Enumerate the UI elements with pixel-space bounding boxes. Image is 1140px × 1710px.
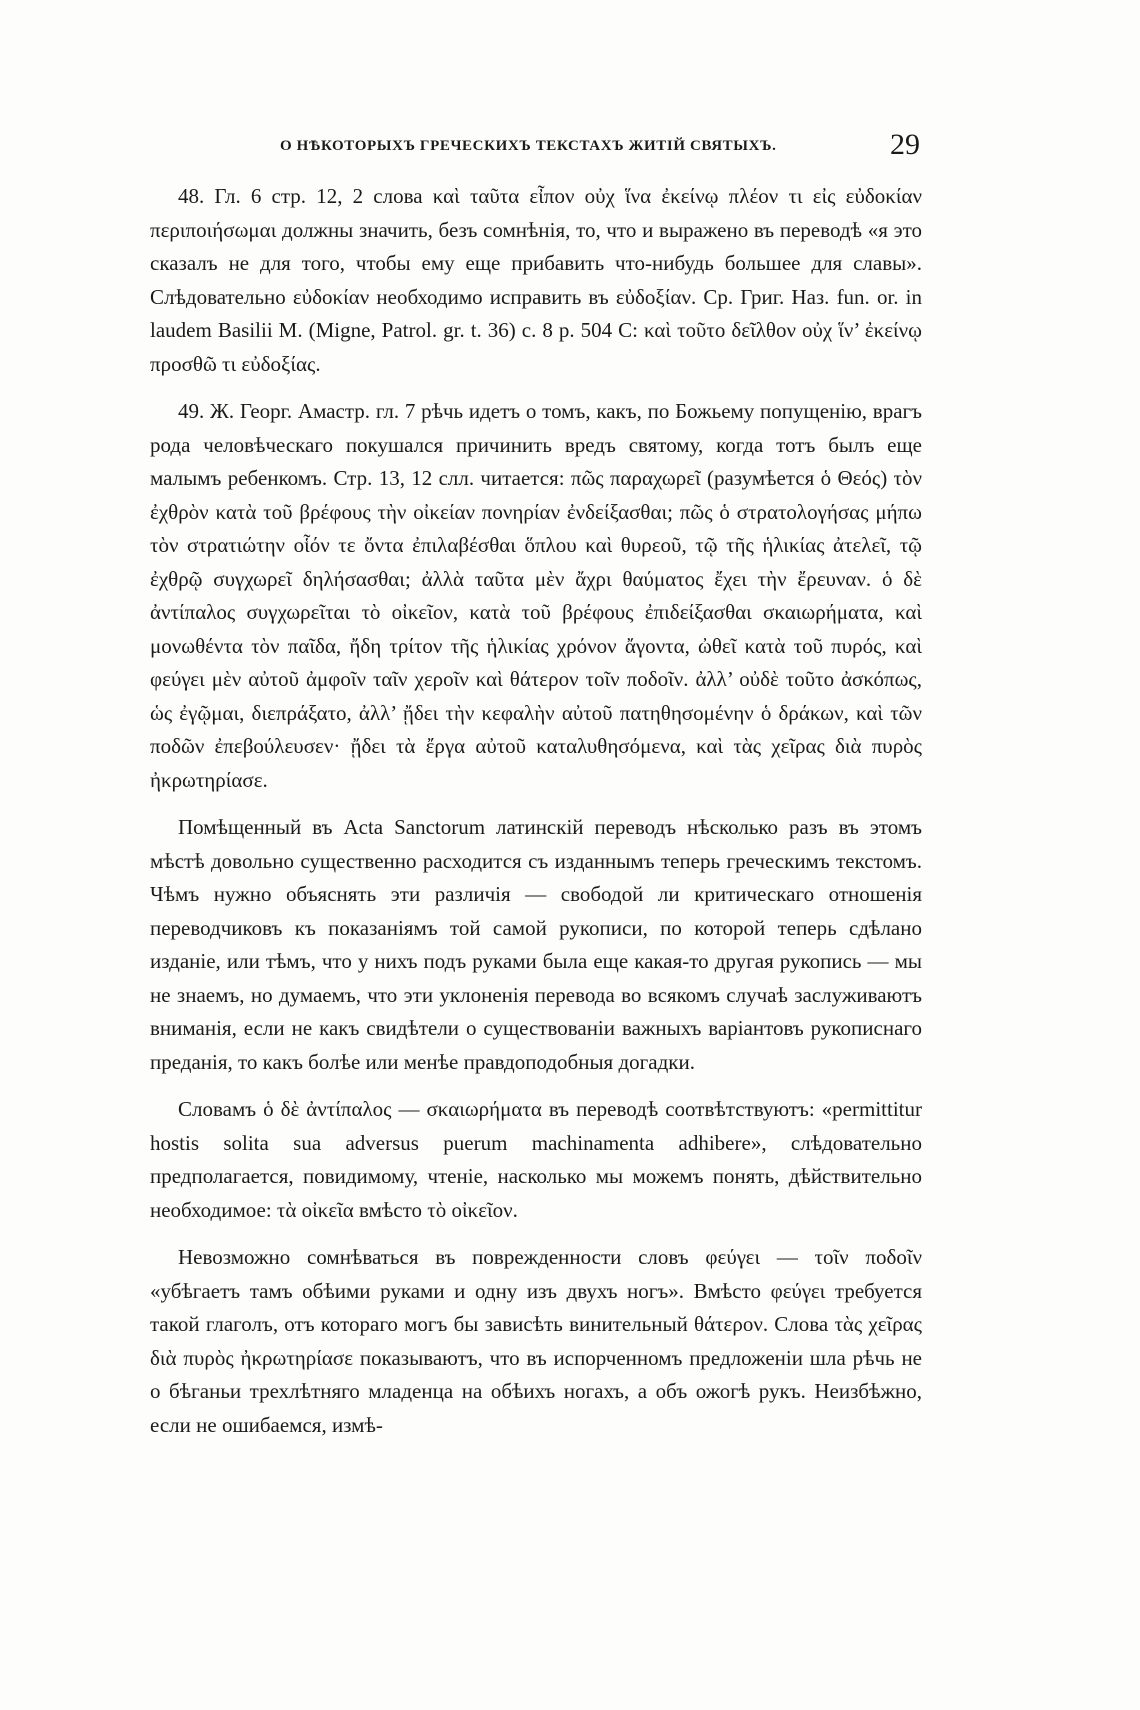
running-title: О НѢКОТОРЫХЪ ГРЕЧЕСКИХЪ ТЕКСТАХЪ ЖИТІЙ СВЯТЫХЪ. <box>280 138 777 154</box>
page-number: 29 <box>890 128 920 161</box>
page-body <box>150 180 922 1442</box>
paragraph-acta-sanctorum: Помѣщенный въ Acta Sanctorum латинскій переводъ нѣсколько разъ въ этомъ мѣстѣ довольно существенно расходится съ изданнымъ теперь греческимъ текстомъ. Чѣмъ нужно объяснять эти различія — свободой ли критическаго отношенія переводчиковъ къ показаніямъ той самой рукописи, по которой теперь сдѣлано изданіе, или тѣмъ, что у нихъ подъ руками была еще какая-то другая рукопись — мы не знаемъ, но думаемъ, что эти уклоненія перевода во всякомъ случаѣ заслуживаютъ вниманія, если не какъ свидѣтели о существованіи важныхъ варіантовъ рукописнаго преданія, то какъ болѣе или менѣе правдоподобныя догадки. <box>150 815 922 1074</box>
paragraph-49: 49. Ж. Георг. Амастр. гл. 7 рѣчь идетъ о томъ, какъ, по Божьему попущенію, врагъ рода человѣческаго покушался причинить вредъ святому, когда тотъ былъ еще малымъ ребенкомъ. Стр. 13, 12 слл. читается: πῶς παραχωρεῖ (разумѣется ὁ Θεός) τὸν ἐχθρὸν κατὰ τοῦ βρέφους τὴν οἰκείαν πονηρίαν ἐνδείξασθαι; πῶς ὁ στρατολογήσας μήπω τὸν στρατιώτην οἷόν τε ὄντα ἐπιλαβέσθαι ὅπλου καὶ θυρεοῦ, τῷ τῆς ἡλικίας ἀτελεῖ, τῷ ἐχθρῷ συγχωρεῖ δηλήσασθαι; ἀλλὰ ταῦτα μὲν ἄχρι θαύματος ἔχει τὴν ἔρευναν. ὁ δὲ ἀντίπαλος συγχωρεῖται τὸ οἰκεῖον, κατὰ τοῦ βρέφους ἐπιδείξασθαι σκαιωρήματα, καὶ μονωθέντα τὸν παῖδα, ἤδη τρίτον τῆς ἡλικίας χρόνον ἄγοντα, ὠθεῖ κατὰ τοῦ πυρός, καὶ φεύγει μὲν αὐτοῦ ἀμφοῖν ταῖν χεροῖν καὶ θάτερον τοῖν ποδοῖν. ἀλλ’ οὐδὲ τοῦτο ἀσκόπως, ὡς ἐγῷμαι, διεπράξατο, ἀλλ’ ᾔδει τὴν κεφαλὴν αὐτοῦ πατηθησομένην ὁ δράκων, καὶ τῶν ποδῶν ἐπεβούλευσεν· ᾔδει τὰ ἔργα αὐτοῦ καταλυθησόμενα, καὶ τὰς χεῖρας διὰ πυρὸς ἠκρωτηρίασε. <box>150 399 922 792</box>
paragraph-latin-translation: Словамъ ὁ δὲ ἀντίπαλος — σκαιωρήματα въ переводѣ соотвѣтствуютъ: «permittitur hostis solita sua adversus puerum machinamenta adhibere», слѣдовательно предполагается, повидимому, чтеніе, насколько мы можемъ понять, дѣйствительно необходимое: τὰ οἰκεῖα вмѣсто τὸ οἰκεῖον. <box>150 1097 922 1222</box>
paragraph-corruption: Невозможно сомнѣваться въ поврежденности словъ φεύγει — τοῖν ποδοῖν «убѣгаетъ тамъ обѣими руками и одну изъ двухъ ногъ». Вмѣсто φεύγει требуется такой глаголъ, отъ котораго могъ бы зависѣть винительный θάτερον. Слова τὰς χεῖρας διὰ πυρὸς ἠκρωτηρίασε показываютъ, что въ испорченномъ предложеніи шла рѣчь не о бѣганьи трехлѣтняго младенца на обѣихъ ногахъ, а объ ожогѣ рукъ. Неизбѣжно, если не ошибаемся, измѣ- <box>150 1245 922 1437</box>
page-header <box>150 128 920 168</box>
paragraph-48: 48. Гл. 6 стр. 12, 2 слова καὶ ταῦτα εἶπον οὐχ ἵνα ἐκείνῳ πλέον τι εἰς εὐδοκίαν περιποιήσωμαι должны значить, безъ сомнѣнія, то, что и выражено въ переводѣ «я это сказалъ не для того, чтобы ему еще прибавить что-нибудь большее для славы». Слѣдовательно εὐδοκίαν необходимо исправить въ εὐδοξίαν. Ср. Григ. Наз. fun. or. in laudem Basilii M. (Migne, Patrol. gr. t. 36) c. 8 p. 504 C: καὶ τοῦτο δεῖλθον οὐχ ἵν’ ἐκείνῳ προσθῶ τι εὐδοξίας. <box>150 184 922 376</box>
